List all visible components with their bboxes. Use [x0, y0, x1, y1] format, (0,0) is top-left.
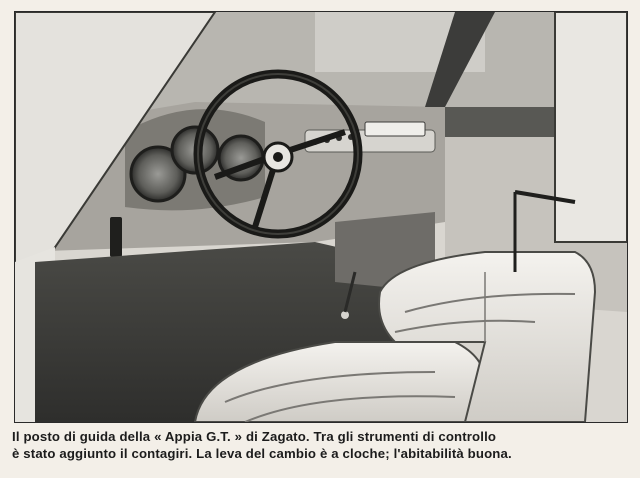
car-interior-photo: [14, 11, 628, 423]
caption-line-1: Il posto di guida della « Appia G.T. » di Zagato. Tra gli strumenti di controllo: [12, 429, 497, 444]
caption-line-2: è stato aggiunto il contagiri. La leva del cambio è a cloche; l'abitabilità buona.: [12, 446, 512, 461]
photo-caption: [12, 428, 632, 462]
